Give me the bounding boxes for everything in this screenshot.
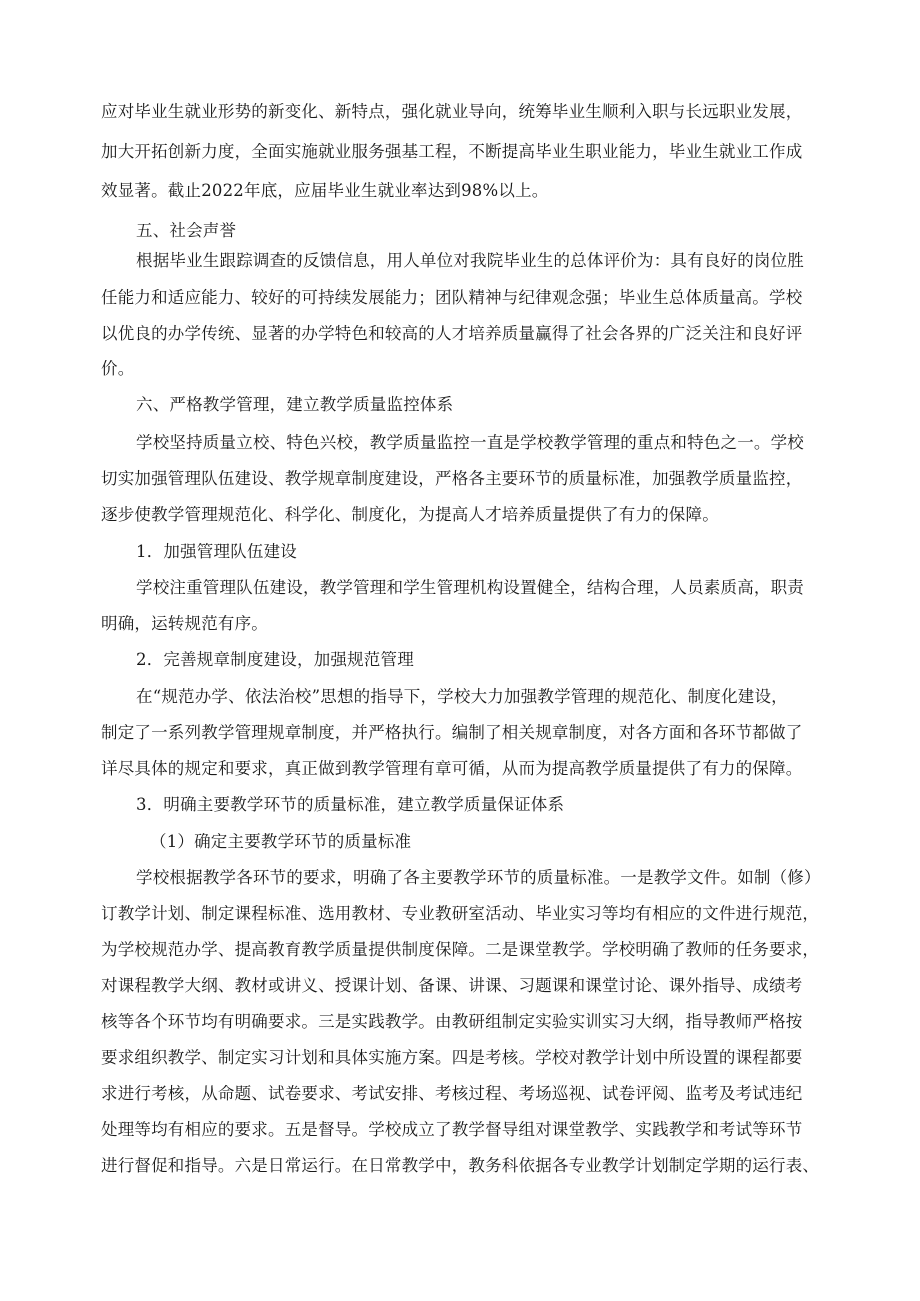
section-heading: 五、社会声誉 <box>136 221 237 240</box>
paragraph-line: 加大开拓创新力度，全面实施就业服务强基工程，不断提高毕业生职业能力，毕业生就业工作成 <box>101 142 803 161</box>
paragraph-line: 逐步使教学管理规范化、科学化、制度化，为提高人才培养质量提供了有力的保障。 <box>101 505 719 524</box>
paragraph-line: 效显著。截止2022年底，应届毕业生就业率达到98%以上。 <box>101 181 549 200</box>
paragraph-line: 明确，运转规范有序。 <box>101 614 268 633</box>
paragraph-line: 求进行考核，从命题、试卷要求、考试安排、考核过程、考场巡视、试卷评阅、监考及考试违纪 <box>101 1084 803 1103</box>
subsection-heading: 2．完善规章制度建设，加强规范管理 <box>136 650 414 669</box>
paragraph-line: 任能力和适应能力、较好的可持续发展能力；团队精神与纪律观念强；毕业生总体质量高。学校 <box>101 288 803 307</box>
subsection-heading: 3．明确主要教学环节的质量标准，建立教学质量保证体系 <box>136 795 565 814</box>
paragraph-line: 处理等均有相应的要求。五是督导。学校成立了教学督导组对课堂教学、实践教学和考试等环节 <box>101 1120 803 1139</box>
paragraph-line: 根据毕业生跟踪调查的反馈信息，用人单位对我院毕业生的总体评价为：具有良好的岗位胜 <box>136 251 804 270</box>
paragraph-line: 在“规范办学、依法治校”思想的指导下，学校大力加强教学管理的规范化、制度化建设， <box>136 687 788 706</box>
paragraph-line: 以优良的办学传统、显著的办学特色和较高的人才培养质量赢得了社会各界的广泛关注和良好评 <box>101 324 803 343</box>
paragraph-line: 详尽具体的规定和要求，真正做到教学管理有章可循，从而为提高教学质量提供了有力的保障。 <box>101 759 803 778</box>
paragraph-line: 要求组织教学、制定实习计划和具体实施方案。四是考核。学校对教学计划中所设置的课程都要 <box>101 1048 803 1067</box>
paragraph-line: 应对毕业生就业形势的新变化、新特点，强化就业导向，统筹毕业生顺利入职与长远职业发展， <box>101 102 803 121</box>
paragraph-line: 学校坚持质量立校、特色兴校，教学质量监控一直是学校教学管理的重点和特色之一。学校 <box>136 433 804 452</box>
paragraph-line: 学校根据教学各环节的要求，明确了各主要教学环节的质量标准。一是教学文件。如制（修） <box>136 868 821 887</box>
paragraph-line: 进行督促和指导。六是日常运行。在日常教学中，教务科依据各专业教学计划制定学期的运行表、 <box>101 1156 820 1175</box>
paragraph-line: 切实加强管理队伍建设、教学规章制度建设，严格各主要环节的质量标准，加强教学质量监控， <box>101 469 803 488</box>
paragraph-line: 订教学计划、制定课程标准、选用教材、专业教研室活动、毕业实习等均有相应的文件进行规范， <box>101 904 820 923</box>
section-heading: 六、严格教学管理，建立教学质量监控体系 <box>136 395 454 414</box>
subsection-heading: （1）确定主要教学环节的质量标准 <box>150 832 412 851</box>
paragraph-line: 核等各个环节均有明确要求。三是实践教学。由教研组制定实验实训实习大纲，指导教师严格按 <box>101 1012 803 1031</box>
paragraph-line: 价。 <box>101 359 135 378</box>
subsection-heading: 1．加强管理队伍建设 <box>136 542 297 561</box>
paragraph-line: 为学校规范办学、提高教育教学质量提供制度保障。二是课堂教学。学校明确了教师的任务要求， <box>101 940 820 959</box>
paragraph-line: 对课程教学大纲、教材或讲义、授课计划、备课、讲课、习题课和课堂讨论、课外指导、成绩考 <box>101 976 803 995</box>
paragraph-line: 学校注重管理队伍建设，教学管理和学生管理机构设置健全，结构合理，人员素质高，职责 <box>136 578 804 597</box>
paragraph-line: 制定了一系列教学管理规章制度，并严格执行。编制了相关规章制度，对各方面和各环节都做了 <box>101 723 803 742</box>
